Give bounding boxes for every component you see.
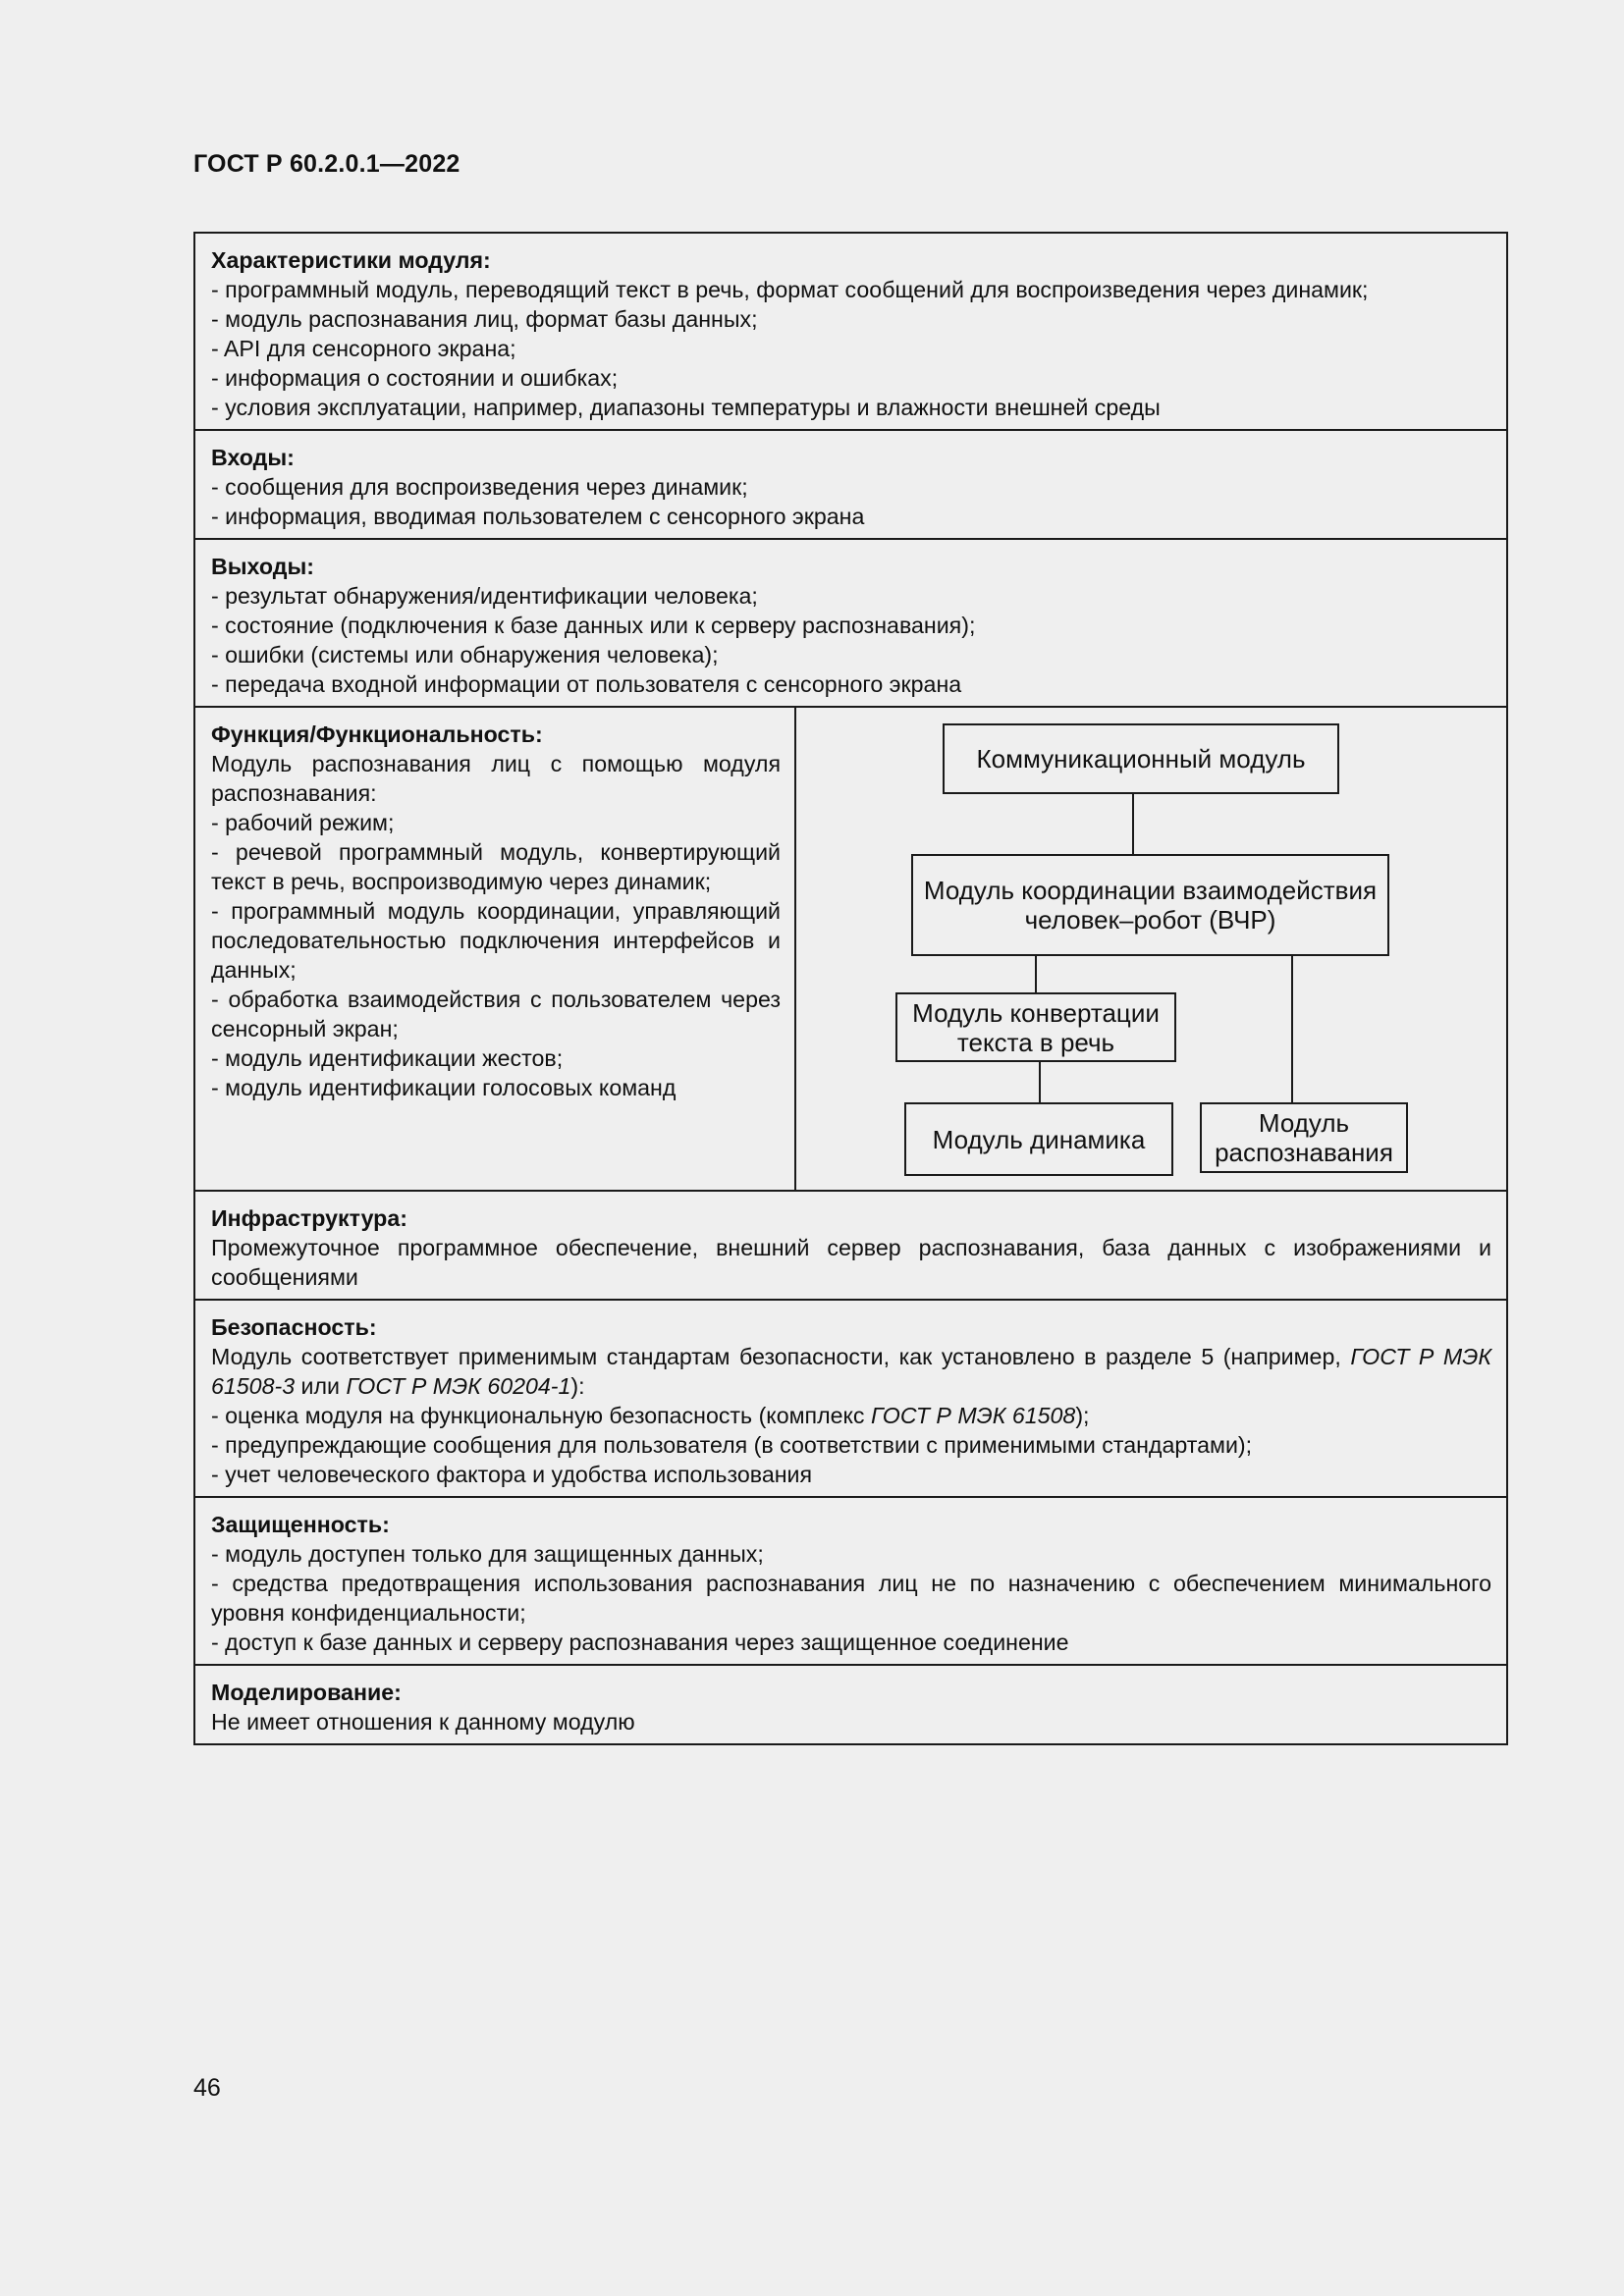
function-title: Функция/Функциональность:: [211, 721, 543, 747]
inputs-title: Входы:: [211, 445, 295, 470]
characteristics-row: [195, 234, 1506, 429]
function-text: Модуль распознавания лиц с помощью модуля распознавания:: [211, 751, 781, 806]
list-item: - программный модуль, переводящий текст в речь, формат сообщений для воспроизведения через динамик;: [211, 277, 1369, 302]
list-item: - рабочий режим;: [211, 810, 395, 835]
modeling-row: [195, 1664, 1506, 1743]
list-item: - доступ к базе данных и серверу распознавания через защищенное соединение: [211, 1629, 1069, 1655]
infrastructure-row: [195, 1190, 1506, 1299]
list-item: - программный модуль координации, управляющий последовательностью подключения интерфейсов и данных;: [211, 898, 781, 983]
modeling-text: Не имеет отношения к данному модулю: [211, 1709, 635, 1735]
list-item: - сообщения для воспроизведения через динамик;: [211, 474, 748, 500]
module-diagram: [796, 708, 1506, 1190]
coord-module-label: Модуль координации взаимодействия человек–робот (ВЧР): [923, 876, 1378, 934]
outputs-title: Выходы:: [211, 554, 314, 579]
standard-reference: ГОСТ Р МЭК 60204-1: [346, 1373, 571, 1399]
list-item: - API для сенсорного экрана;: [211, 336, 516, 361]
list-item: - модуль доступен только для защищенных данных;: [211, 1541, 764, 1567]
list-item: - ошибки (системы или обнаружения человека);: [211, 642, 719, 667]
list-item: - модуль идентификации голосовых команд: [211, 1075, 677, 1100]
list-item: - условия эксплуатации, например, диапазоны температуры и влажности внешней среды: [211, 395, 1161, 420]
standard-reference: ГОСТ Р МЭК 61508: [870, 1403, 1076, 1428]
list-item: - обработка взаимодействия с пользователем через сенсорный экран;: [211, 987, 781, 1041]
list-item: - модуль идентификации жестов;: [211, 1045, 564, 1071]
list-item: - информация о состоянии и ошибках;: [211, 365, 619, 391]
list-item: - модуль распознавания лиц, формат базы данных;: [211, 306, 758, 332]
inputs-row: [195, 429, 1506, 538]
standard-reference: ГОСТ Р МЭК 61508-3: [211, 1344, 1491, 1399]
list-item: - речевой программный модуль, конвертирующий текст в речь, воспроизводимую через динамик;: [211, 839, 781, 894]
list-item: - передача входной информации от пользователя с сенсорного экрана: [211, 671, 962, 697]
function-row: [195, 706, 1506, 1190]
list-item: - предупреждающие сообщения для пользователя (в соответствии с применимыми стандартами);: [211, 1432, 1253, 1458]
list-item: - информация, вводимая пользователем с сенсорного экрана: [211, 504, 865, 529]
infrastructure-title: Инфраструктура:: [211, 1205, 407, 1231]
infrastructure-text: Промежуточное программное обеспечение, внешний сервер распознавания, база данных с изображениями и сообщениями: [211, 1235, 1491, 1290]
module-spec-table: [193, 232, 1508, 1745]
security-title: Защищенность:: [211, 1512, 390, 1537]
list-item: - средства предотвращения использования распознавания лиц не по назначению с обеспечением минимального уровня конфиденциальности;: [211, 1571, 1491, 1626]
list-item: - результат обнаружения/идентификации человека;: [211, 583, 758, 609]
list-item: - оценка модуля на функциональную безопасность (комплекс ГОСТ Р МЭК 61508);: [211, 1403, 1090, 1428]
list-item: - учет человеческого фактора и удобства использования: [211, 1462, 813, 1487]
characteristics-title: Характеристики модуля:: [211, 247, 491, 273]
outputs-row: [195, 538, 1506, 706]
speaker-module-label: Модуль динамика: [932, 1124, 1146, 1154]
comm-module-label: Коммуникационный модуль: [976, 744, 1306, 774]
modeling-title: Моделирование:: [211, 1680, 402, 1705]
safety-intro: Модуль соответствует применимым стандартам безопасности, как установлено в разделе 5 (например, ГОСТ Р МЭК 61508-3 или ГОСТ Р МЭК 60204-1):: [211, 1344, 1491, 1399]
security-row: [195, 1496, 1506, 1664]
page-number: 46: [193, 2074, 221, 2102]
document-header: ГОСТ Р 60.2.0.1—2022: [193, 150, 460, 178]
recog-module-label: Модуль распознавания: [1215, 1108, 1393, 1167]
safety-title: Безопасность:: [211, 1314, 377, 1340]
list-item: - состояние (подключения к базе данных или к серверу распознавания);: [211, 613, 976, 638]
safety-row: [195, 1299, 1506, 1496]
tts-module-label: Модуль конвертации текста в речь: [912, 997, 1160, 1057]
